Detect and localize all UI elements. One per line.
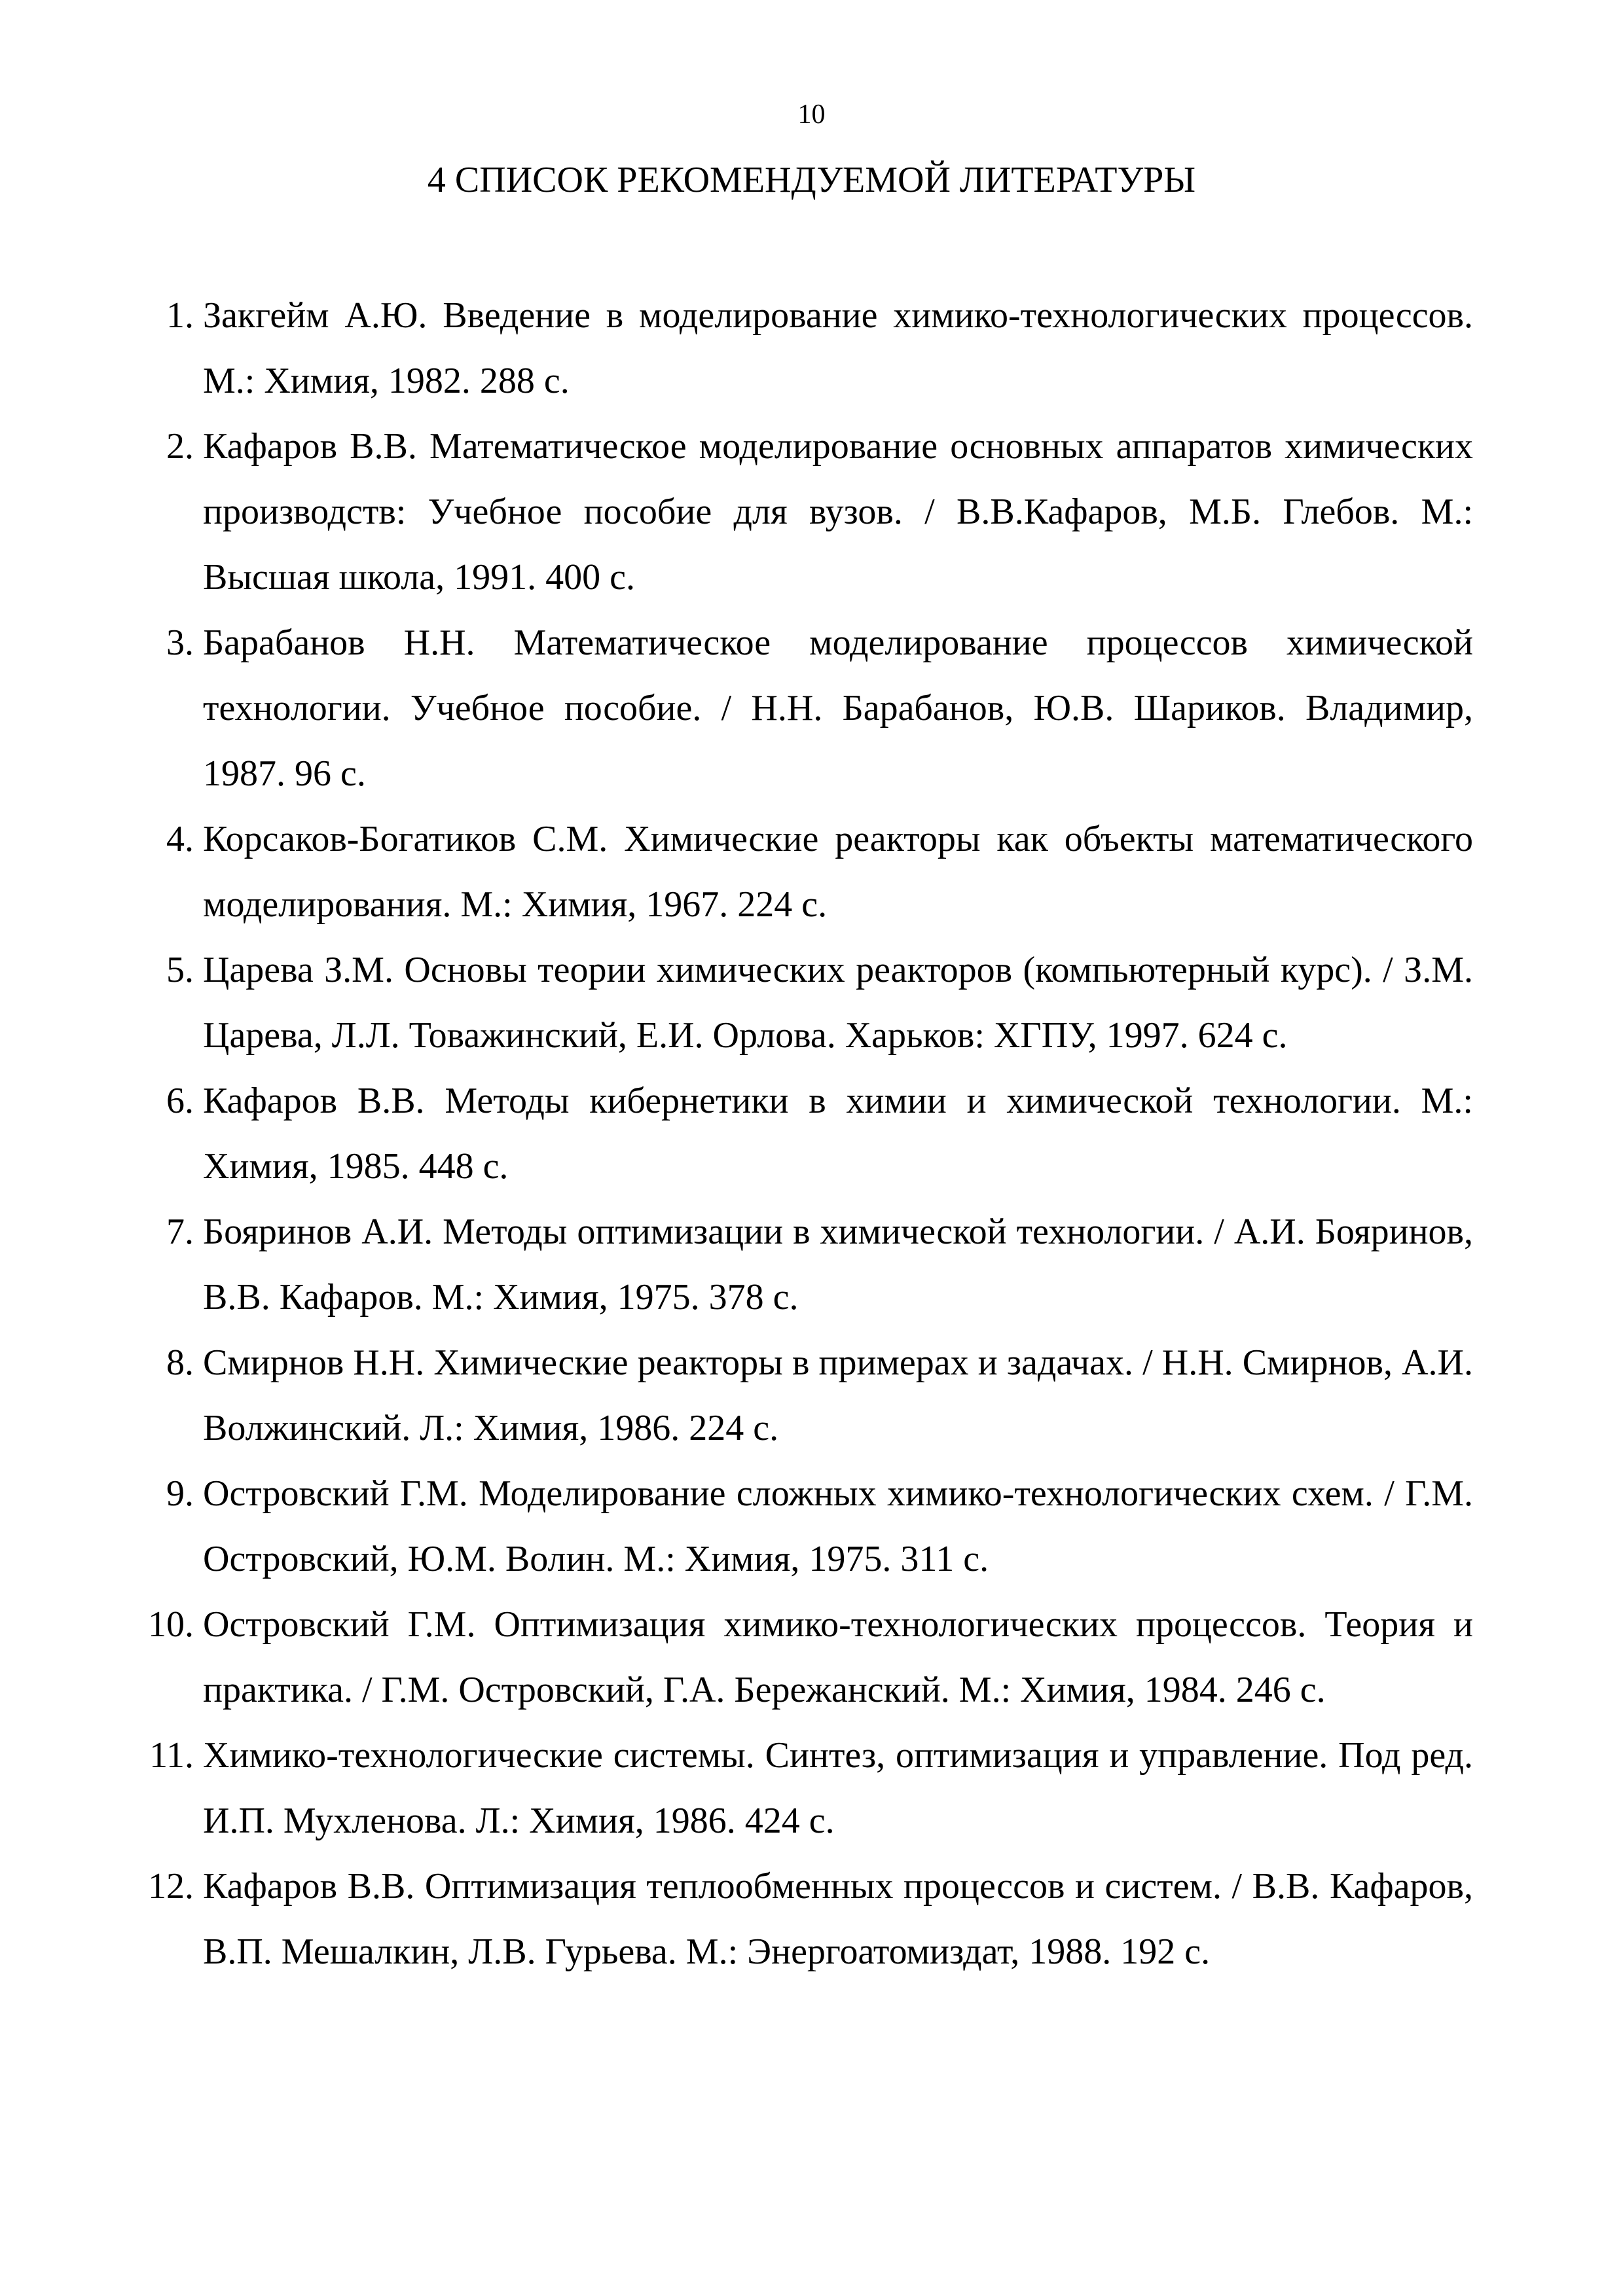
list-item-number: 6. <box>166 1081 194 1121</box>
list-item <box>147 610 1473 806</box>
list-item-number: 7. <box>166 1211 194 1252</box>
list-item-number: 8. <box>166 1342 194 1383</box>
list-item-text: Смирнов Н.Н. Химические реакторы в примерах и задачах. / Н.Н. Смирнов, А.И. Волжинский. Л.: Химия, 1986. 224 с. <box>203 1342 1473 1448</box>
list-item-text: Островский Г.М. Моделирование сложных химико-технологических схем. / Г.М. Островский, Ю.М. Волин. М.: Химия, 1975. 311 с. <box>203 1473 1473 1579</box>
list-item-number: 4. <box>166 819 194 859</box>
list-item <box>147 1592 1473 1723</box>
list-item <box>147 283 1473 414</box>
list-item <box>147 806 1473 937</box>
list-item <box>147 1723 1473 1854</box>
list-item-text: Царева З.М. Основы теории химических реакторов (компьютерный курс). / З.М. Царева, Л.Л. Товажинский, Е.И. Орлова. Харьков: ХГПУ, 1997. 624 с. <box>203 950 1473 1056</box>
list-item <box>147 1330 1473 1461</box>
list-item-text: Химико-технологические системы. Синтез, оптимизация и управление. Под ред. И.П. Мухленова. Л.: Химия, 1986. 424 с. <box>203 1735 1473 1841</box>
list-item-number: 3. <box>166 622 194 663</box>
page-title: 4 СПИСОК РЕКОМЕНДУЕМОЙ ЛИТЕРАТУРЫ <box>427 160 1196 200</box>
list-item-number: 1. <box>166 295 194 336</box>
list-item <box>147 1068 1473 1199</box>
list-item <box>147 1854 1473 1984</box>
list-item-number: 9. <box>166 1473 194 1514</box>
list-item-number: 10. <box>148 1604 194 1645</box>
list-item-text: Барабанов Н.Н. Математическое моделирование процессов химической технологии. Учебное пособие. / Н.Н. Барабанов, Ю.В. Шариков. Владимир, 1987. 96 с. <box>203 622 1473 794</box>
page-number: 10 <box>797 99 826 130</box>
list-item-number: 12. <box>148 1866 194 1907</box>
list-item-text: Кафаров В.В. Оптимизация теплообменных процессов и систем. / В.В. Кафаров, В.П. Мешалкин, Л.В. Гурьева. М.: Энергоатомиздат, 1988. 192 с. <box>203 1866 1473 1972</box>
list-item <box>147 414 1473 610</box>
list-item-text: Кафаров В.В. Математическое моделирование основных аппаратов химических производств: Учебное пособие для вузов. / В.В.Кафаров, М.Б. Глебов. М.: Высшая школа, 1991. 400 с. <box>203 426 1473 598</box>
list-item-text: Кафаров В.В. Методы кибернетики в химии и химической технологии. М.: Химия, 1985. 448 с. <box>203 1081 1473 1187</box>
list-item-number: 5. <box>166 950 194 990</box>
list-item <box>147 1199 1473 1330</box>
list-item-text: Корсаков-Богатиков С.М. Химические реакторы как объекты математического моделирования. М.: Химия, 1967. 224 с. <box>203 819 1473 925</box>
list-item-text: Бояринов А.И. Методы оптимизации в химической технологии. / А.И. Бояринов, В.В. Кафаров. М.: Химия, 1975. 378 с. <box>203 1211 1473 1318</box>
list-item-text: Закгейм А.Ю. Введение в моделирование химико-технологических процессов. М.: Химия, 1982. 288 с. <box>203 295 1473 401</box>
list-item <box>147 1461 1473 1592</box>
list-item-text: Островский Г.М. Оптимизация химико-технологических процессов. Теория и практика. / Г.М. Островский, Г.А. Бережанский. М.: Химия, 1984. 246 с. <box>203 1604 1473 1710</box>
reference-list <box>147 283 1473 1984</box>
list-item-number: 2. <box>166 426 194 467</box>
list-item-number: 11. <box>149 1735 194 1776</box>
list-item <box>147 937 1473 1068</box>
